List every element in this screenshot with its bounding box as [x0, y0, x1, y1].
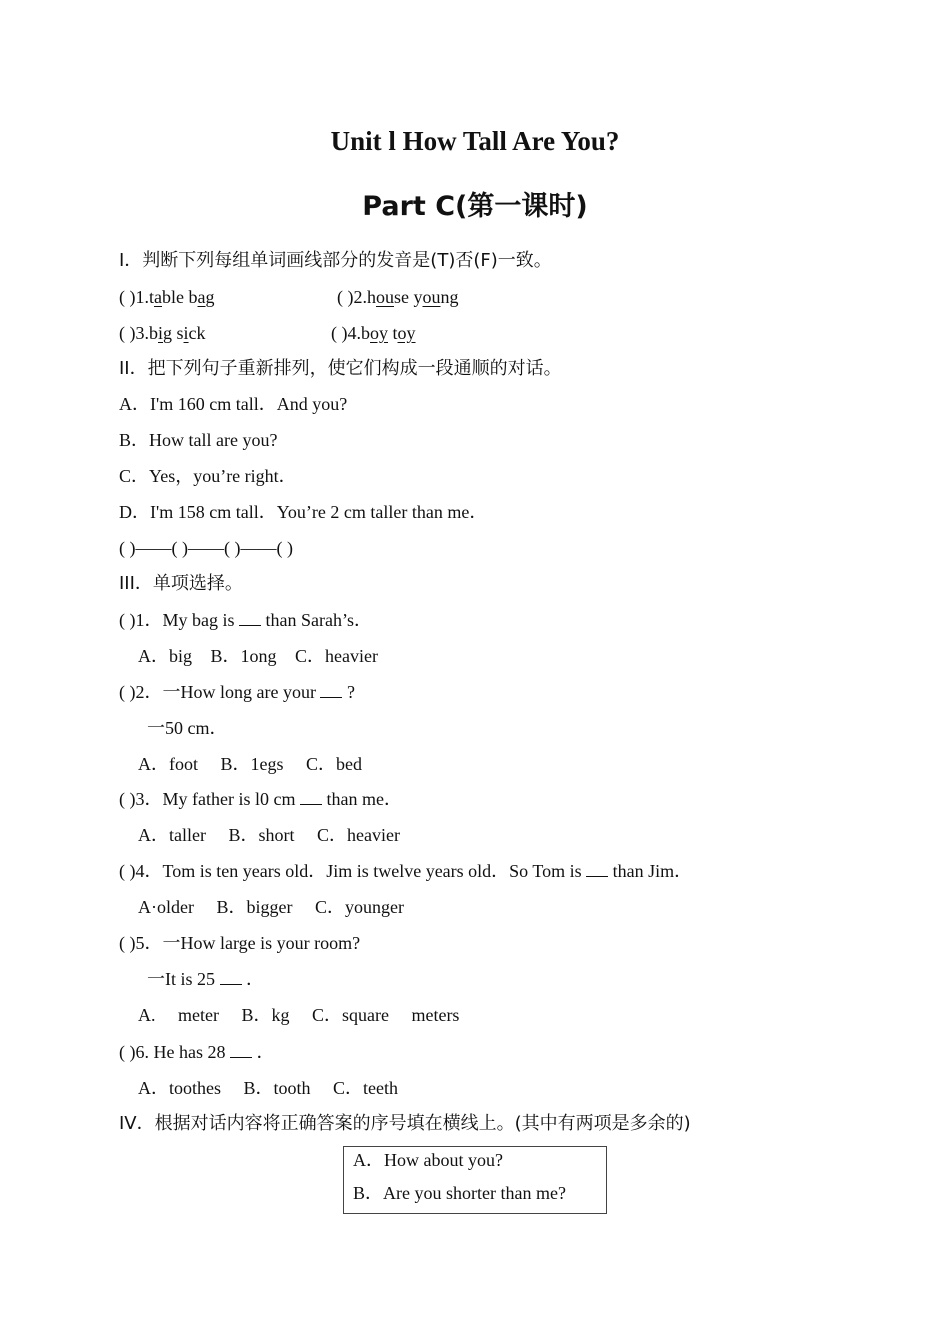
s1-question-1	[119, 285, 215, 309]
worksheet-title: Unit l How Tall Are You?	[330, 126, 620, 156]
answer-blank	[239, 609, 261, 626]
s2-line-a: A．I'm 160 cm tall．And you?	[119, 394, 348, 414]
s3-q3-stem-b: than me．	[321, 789, 402, 809]
s3-q4-stem-a: ( )4．Tom is ten years old．Jim is twelve years old．So Tom is	[119, 861, 587, 881]
s3-q5-answer-a: 一It is 25	[147, 969, 220, 989]
s3-q1-stem-a: ( )1．My bag is	[119, 610, 239, 630]
s1-q4-underlined-2: oy	[397, 323, 416, 343]
s3-q2-answer: 一50 cm．	[147, 718, 228, 738]
s1-q2-prefix: ( )2.h	[337, 287, 376, 307]
s3-q1-stem-b: than Sarah’s．	[261, 610, 372, 630]
s3-q2-stem-a: ( )2．一How long are your	[119, 682, 321, 702]
s3-question-2	[119, 680, 355, 704]
s1-question-3	[119, 321, 206, 345]
answer-blank	[220, 968, 242, 985]
s3-q5-answer-b: ．	[241, 969, 265, 989]
answer-blank	[230, 1041, 252, 1058]
s1-q4-underlined-1: oy	[370, 323, 388, 343]
s3-q3-options: A．taller B．short C．heavier	[138, 825, 400, 845]
s2-line-b: B．How tall are you?	[119, 430, 278, 450]
s1-q1-underlined-2: a	[197, 287, 206, 307]
s3-q5-answer	[147, 967, 264, 991]
s3-q2-options: A．foot B．1egs C．bed	[138, 754, 362, 774]
s3-question-6	[119, 1040, 274, 1064]
s3-question-3	[119, 787, 402, 811]
s1-q2-end: ng	[440, 287, 459, 307]
section-3-heading: III．单项选择。	[119, 573, 243, 594]
s1-q3-underlined-2: i	[183, 323, 189, 343]
box-option-a: A．How about you?	[353, 1150, 503, 1170]
section-4-heading: IV．根据对话内容将正确答案的序号填在横线上。(其中有两项是多余的)	[119, 1113, 691, 1134]
s3-q4-stem-b: than Jim．	[608, 861, 693, 881]
s1-q2-underlined-2: ou	[422, 287, 441, 307]
s1-q4-mid: t	[388, 323, 398, 343]
s2-line-c: C．Yes，you’re right．	[119, 466, 297, 486]
s3-q5-options: A. meter B．kg C．square meters	[138, 1005, 460, 1025]
s1-question-2	[337, 285, 459, 309]
options-box	[343, 1146, 607, 1214]
s1-q1-mid: ble b	[162, 287, 198, 307]
s2-line-d: D．I'm 158 cm tall．You’re 2 cm taller than me．	[119, 502, 488, 522]
s1-q3-underlined-1: i	[158, 323, 164, 343]
answer-blank	[586, 860, 608, 877]
s3-question-4	[119, 859, 692, 883]
s1-q1-end: g	[205, 287, 215, 307]
s1-q3-mid: g s	[163, 323, 184, 343]
s1-question-4	[331, 321, 416, 345]
s1-q3-end: ck	[188, 323, 206, 343]
s3-q2-stem-b: ?	[342, 682, 355, 702]
s3-q6-stem-b: ．	[251, 1042, 275, 1062]
s3-q4-options: A·older B．bigger C．younger	[138, 897, 404, 917]
section-2-heading: II．把下列句子重新排列，使它们构成一段通顺的对话。	[119, 358, 562, 379]
s1-q1-underlined-1: a	[154, 287, 162, 307]
answer-blank	[320, 681, 342, 698]
answer-blank	[300, 788, 322, 805]
s1-q1-prefix: ( )1.t	[119, 287, 154, 307]
s3-q1-options: A．big B．1ong C．heavier	[138, 646, 378, 666]
s1-q4-prefix: ( )4.b	[331, 323, 370, 343]
box-option-b: B．Are you shorter than me?	[353, 1183, 566, 1203]
s3-q6-stem-a: ( )6. He has 28	[119, 1042, 230, 1062]
s1-q2-mid: se y	[394, 287, 423, 307]
s1-q2-underlined-1: ou	[376, 287, 394, 307]
s1-q3-prefix: ( )3.b	[119, 323, 158, 343]
worksheet-subtitle: Part C(第一课时)	[362, 191, 588, 222]
s3-q3-stem-a: ( )3．My father is l0 cm	[119, 789, 300, 809]
section-1-heading: I．判断下列每组单词画线部分的发音是(T)否(F)一致。	[119, 250, 552, 271]
s2-order-blanks: ( )——( )——( )——( )	[119, 538, 293, 558]
s3-question-1	[119, 608, 372, 632]
s3-q6-options: A．toothes B．tooth C．teeth	[138, 1078, 398, 1098]
s3-question-5: ( )5．一How large is your room?	[119, 933, 361, 953]
